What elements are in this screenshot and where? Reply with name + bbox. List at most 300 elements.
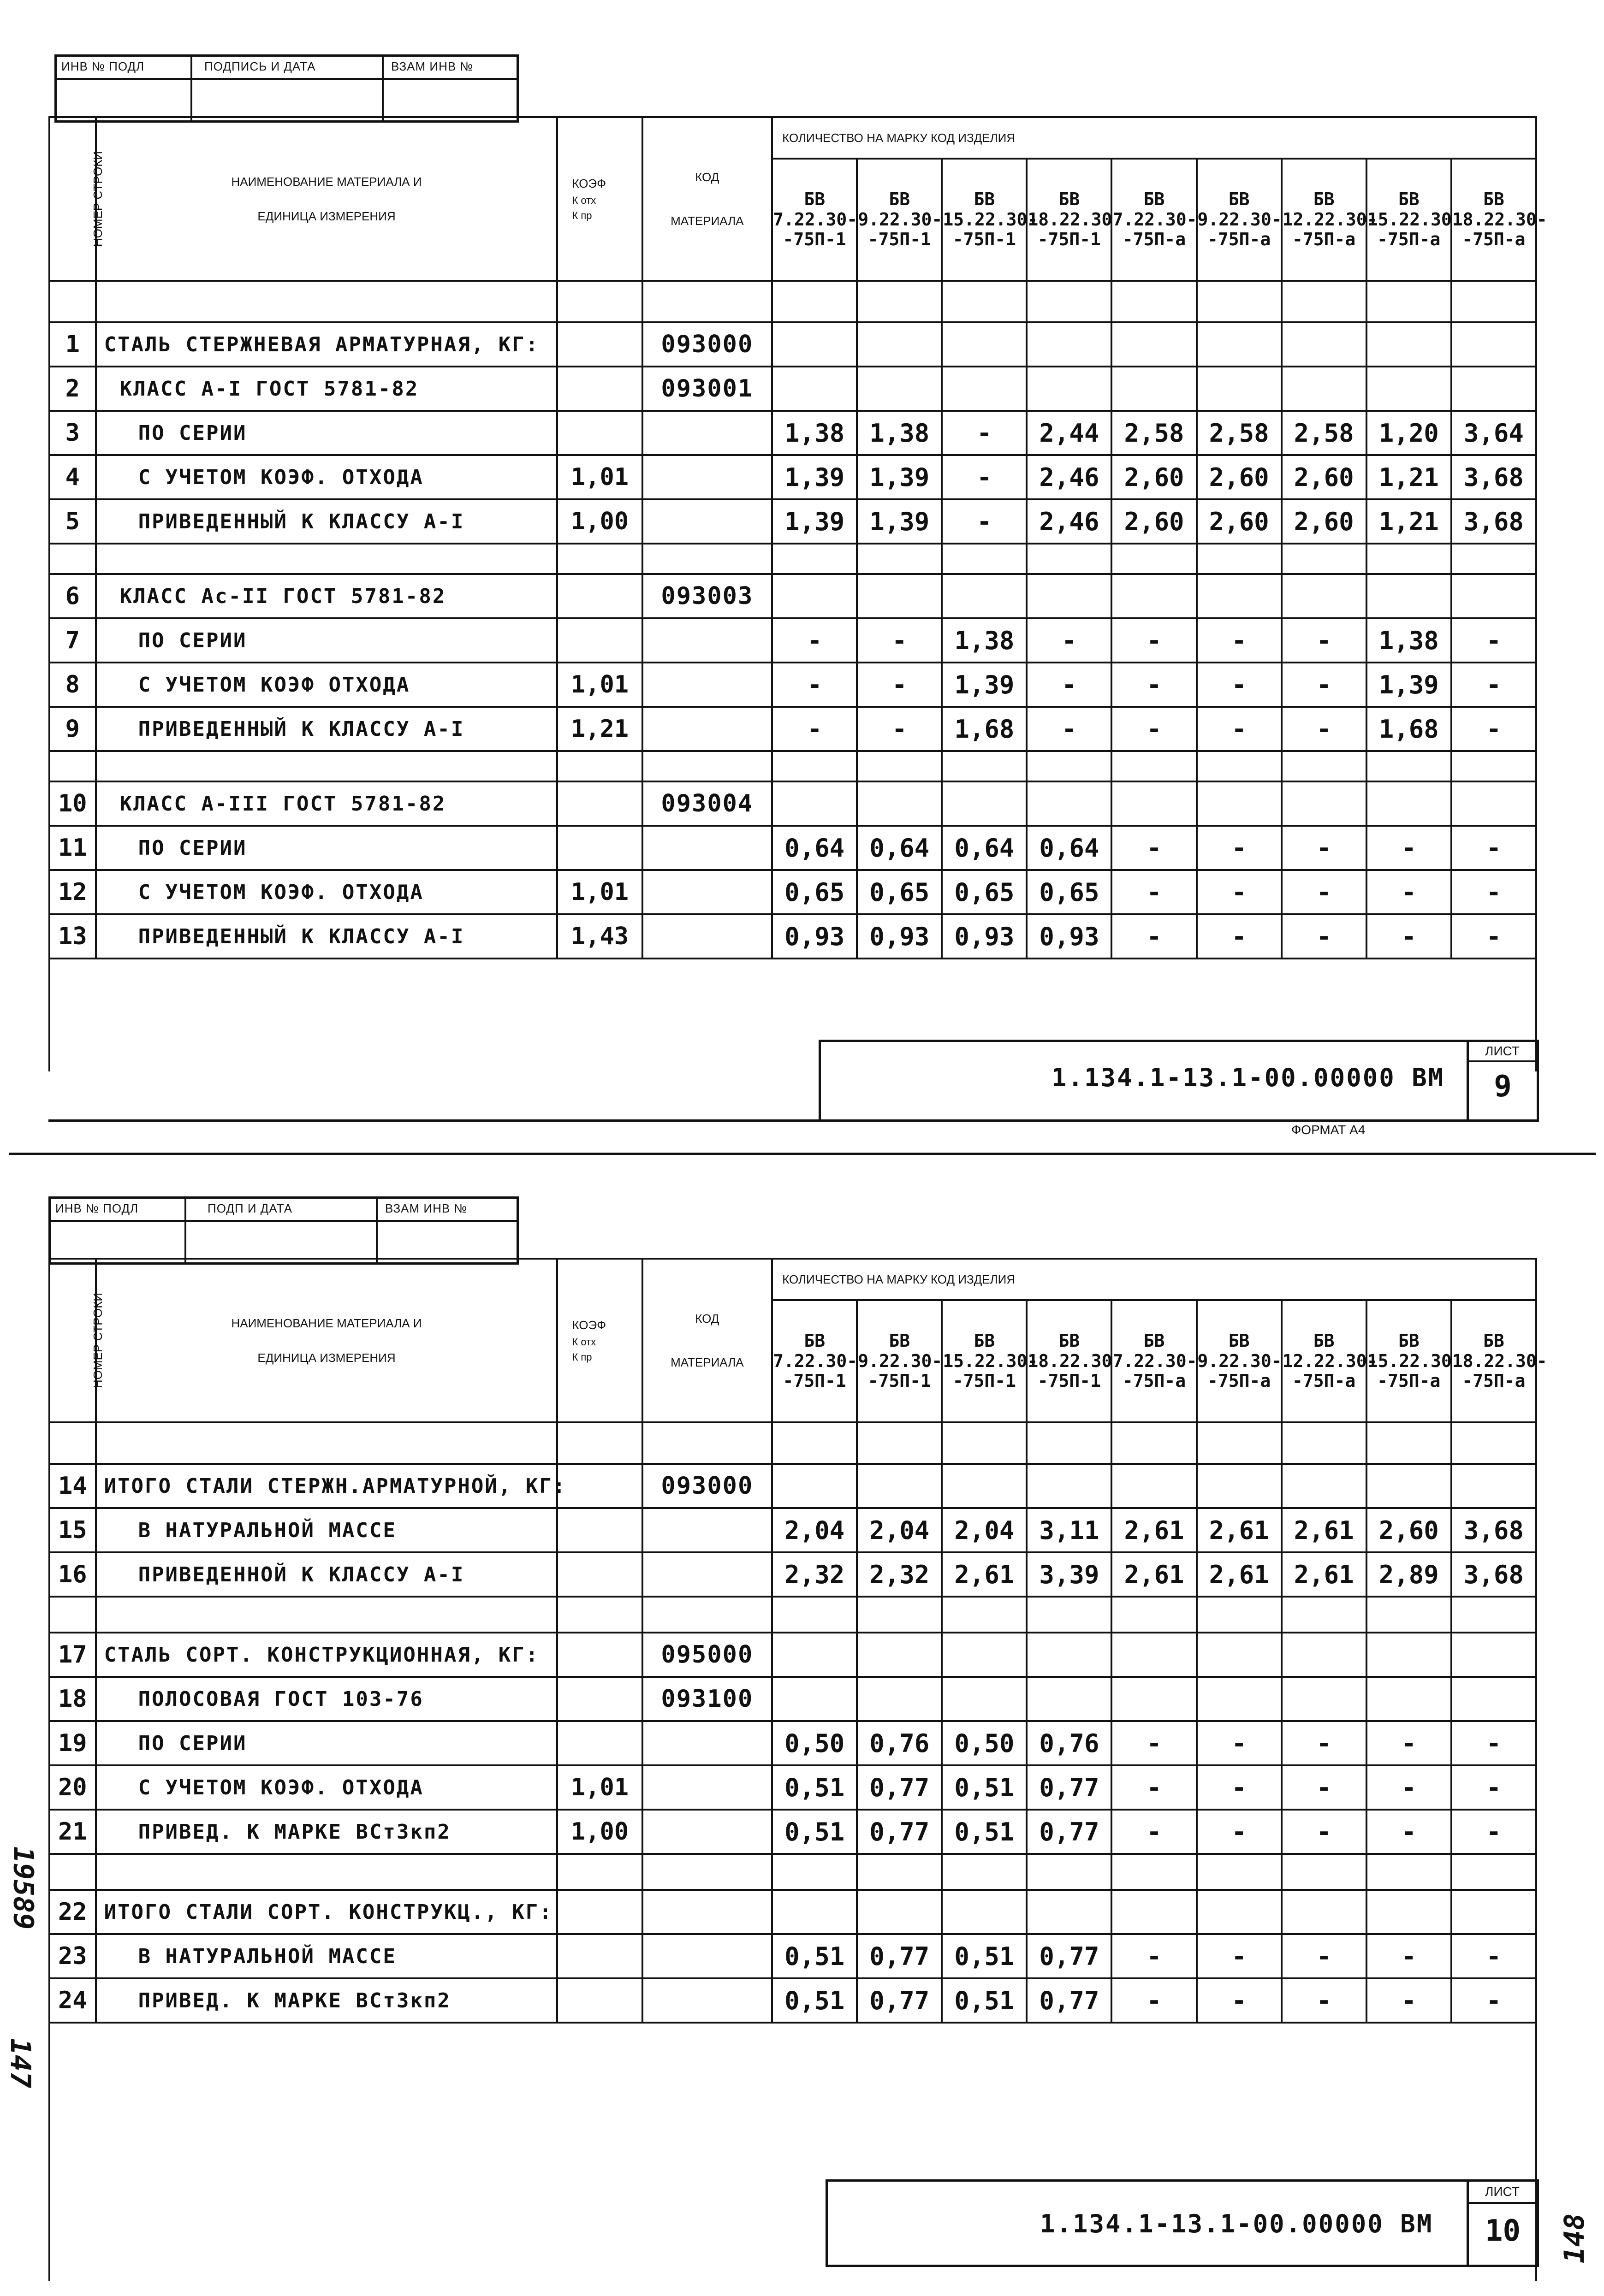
quantity-cell [1451, 1633, 1536, 1677]
material-name: ИТОГО СТАЛИ СТЕРЖН.АРМАТУРНОЙ, КГ: [96, 1464, 558, 1508]
material-name: С УЧЕТОМ КОЭФ. ОТХОДА [96, 1765, 558, 1810]
quantity-cell: 0,77 [1027, 1934, 1111, 1978]
table-row [49, 1508, 1536, 1552]
quantity-cell: 2,04 [857, 1508, 942, 1552]
table-row [49, 826, 1536, 870]
archive-number: 19589 [7, 1846, 40, 1930]
coefficient [557, 367, 642, 411]
quantity-cell [857, 781, 942, 826]
quantity-cell: 1,21 [1366, 499, 1451, 544]
quantity-cell [1282, 1677, 1366, 1721]
coefficient [557, 1508, 642, 1552]
quantity-cell: 1,38 [942, 618, 1027, 663]
material-name: С УЧЕТОМ КОЭФ ОТХОДА [96, 663, 558, 707]
table-row [49, 914, 1536, 959]
material-name: ПО СЕРИИ [96, 1721, 558, 1765]
row-number: 24 [49, 1978, 96, 2023]
row-number: 5 [49, 499, 96, 544]
quantity-cell: 2,46 [1027, 499, 1111, 544]
material-code: 093000 [642, 322, 772, 367]
coefficient: 1,01 [557, 663, 642, 707]
quantity-cell: 0,77 [857, 1765, 942, 1810]
product-mark-col-6: БВ 9.22.30- -75П-а [1197, 159, 1282, 281]
quantity-cell [942, 1890, 1027, 1934]
quantity-cell [1282, 367, 1366, 411]
quantity-cell [857, 1633, 942, 1677]
material-code [642, 1721, 772, 1765]
quantity-cell [942, 1464, 1027, 1508]
quantity-cell [857, 1677, 942, 1721]
format-label: ФОРМАТ А4 [1291, 1123, 1366, 1137]
product-mark-col-8: БВ 15.22.30 -75П-а [1366, 1300, 1451, 1422]
material-code [642, 618, 772, 663]
quantity-cell [1027, 781, 1111, 826]
quantity-cell: 3,68 [1451, 1508, 1536, 1552]
hdr-row-no: НОМЕР СТРОКИ [49, 1259, 96, 1422]
table-row [49, 1464, 1536, 1508]
hdr-row-no: НОМЕР СТРОКИ [49, 117, 96, 281]
quantity-cell: - [1197, 826, 1282, 870]
quantity-cell: - [1366, 1721, 1451, 1765]
quantity-cell: 0,51 [942, 1978, 1027, 2023]
quantity-cell [1197, 574, 1282, 618]
quantity-cell: - [1451, 618, 1536, 663]
quantity-cell: - [1282, 1765, 1366, 1810]
quantity-cell: - [1451, 1721, 1536, 1765]
table-row [49, 1934, 1536, 1978]
quantity-cell [1282, 1890, 1366, 1934]
quantity-cell: 2,60 [1111, 499, 1196, 544]
material-name: СТАЛЬ СТЕРЖНЕВАЯ АРМАТУРНАЯ, КГ: [96, 322, 558, 367]
quantity-cell [772, 781, 857, 826]
quantity-cell [1111, 367, 1196, 411]
material-code: 093001 [642, 367, 772, 411]
material-name: ПРИВЕДЕННЫЙ К КЛАССУ А-I [96, 914, 558, 959]
quantity-cell [1197, 322, 1282, 367]
quantity-cell: 2,58 [1197, 411, 1282, 455]
coefficient [557, 574, 642, 618]
quantity-cell: - [1451, 707, 1536, 751]
product-mark-col-5: БВ 7.22.30- -75П-а [1111, 1300, 1196, 1422]
row-number: 11 [49, 826, 96, 870]
quantity-cell: 0,65 [857, 870, 942, 914]
table-row [49, 455, 1536, 499]
quantity-cell: 0,76 [857, 1721, 942, 1765]
quantity-cell: 0,65 [772, 870, 857, 914]
quantity-cell: 0,51 [942, 1765, 1027, 1810]
quantity-cell [1197, 1633, 1282, 1677]
product-mark-col-9: БВ 18.22.30- -75П-а [1451, 1300, 1536, 1422]
material-code [642, 826, 772, 870]
quantity-cell [1282, 781, 1366, 826]
material-name: КЛАСС Ас-II ГОСТ 5781-82 [96, 574, 558, 618]
doc-code-1: 1.134.1-13.1-00.00000 ВМ [1052, 1063, 1445, 1092]
quantity-cell [772, 322, 857, 367]
material-name: С УЧЕТОМ КОЭФ. ОТХОДА [96, 870, 558, 914]
product-mark-col-9: БВ 18.22.30- -75П-а [1451, 159, 1536, 281]
quantity-cell: - [772, 618, 857, 663]
quantity-cell: - [1111, 826, 1196, 870]
stamp2-inv-label: ИНВ № ПОДЛ [55, 1201, 139, 1215]
coefficient: 1,01 [557, 455, 642, 499]
quantity-cell [1282, 1464, 1366, 1508]
quantity-cell: 0,51 [772, 1810, 857, 1854]
hdr-name: НАИМЕНОВАНИЕ МАТЕРИАЛА И ЕДИНИЦА ИЗМЕРЕНИЯ [96, 1259, 558, 1422]
quantity-cell: 1,39 [772, 499, 857, 544]
quantity-cell: 0,77 [857, 1810, 942, 1854]
row-number: 16 [49, 1552, 96, 1597]
quantity-cell: - [1451, 870, 1536, 914]
quantity-cell: 3,68 [1451, 1552, 1536, 1597]
quantity-cell: 0,77 [1027, 1978, 1111, 2023]
quantity-cell [1027, 1633, 1111, 1677]
quantity-cell [1111, 1890, 1196, 1934]
quantity-cell: 2,61 [1111, 1552, 1196, 1597]
quantity-cell: 0,50 [772, 1721, 857, 1765]
material-name: ПОЛОСОВАЯ ГОСТ 103-76 [96, 1677, 558, 1721]
coefficient: 1,01 [557, 870, 642, 914]
quantity-cell: 1,68 [942, 707, 1027, 751]
material-name: ПРИВЕДЕННОЙ К КЛАССУ А-I [96, 1552, 558, 1597]
sheet-separator [9, 1153, 1596, 1155]
spec-table-2 [48, 1258, 1547, 2281]
row-number: 15 [49, 1508, 96, 1552]
quantity-cell: 2,60 [1282, 455, 1366, 499]
quantity-cell: - [1197, 1934, 1282, 1978]
product-mark-col-2: БВ 9.22.30- -75П-1 [857, 1300, 942, 1422]
quantity-cell: 1,38 [857, 411, 942, 455]
coefficient [557, 1890, 642, 1934]
quantity-cell: - [1451, 1810, 1536, 1854]
material-code [642, 1978, 772, 2023]
coefficient [557, 1633, 642, 1677]
quantity-cell: - [1111, 914, 1196, 959]
quantity-cell: - [1366, 1978, 1451, 2023]
hdr-qty-title: КОЛИЧЕСТВО НА МАРКУ КОД ИЗДЕЛИЯ [772, 1259, 1536, 1300]
quantity-cell: - [942, 499, 1027, 544]
material-name: В НАТУРАЛЬНОЙ МАССЕ [96, 1508, 558, 1552]
material-name: КЛАСС А-III ГОСТ 5781-82 [96, 781, 558, 826]
row-number: 6 [49, 574, 96, 618]
material-code [642, 1934, 772, 1978]
quantity-cell: 0,51 [942, 1810, 1027, 1854]
quantity-cell: - [1197, 618, 1282, 663]
material-code [642, 870, 772, 914]
quantity-cell: 1,39 [857, 499, 942, 544]
quantity-cell [1111, 781, 1196, 826]
hdr-coef: КОЭФ К отх К пр [557, 1259, 642, 1422]
quantity-cell: 2,60 [1197, 455, 1282, 499]
sheet-number-1: 9 [1494, 1070, 1512, 1104]
quantity-cell: 0,51 [772, 1978, 857, 2023]
quantity-cell: - [1111, 1934, 1196, 1978]
row-number: 1 [49, 322, 96, 367]
quantity-cell: 3,39 [1027, 1552, 1111, 1597]
quantity-cell: 2,04 [772, 1508, 857, 1552]
product-mark-col-6: БВ 9.22.30- -75П-а [1197, 1300, 1282, 1422]
quantity-cell [1366, 322, 1451, 367]
quantity-cell: 2,58 [1111, 411, 1196, 455]
quantity-cell [1366, 367, 1451, 411]
row-number: 9 [49, 707, 96, 751]
table-row [49, 574, 1536, 618]
quantity-cell: - [1282, 870, 1366, 914]
quantity-cell: 2,60 [1366, 1508, 1451, 1552]
quantity-cell: - [1197, 1810, 1282, 1854]
table-row [49, 618, 1536, 663]
material-code [642, 1765, 772, 1810]
quantity-cell [1197, 1464, 1282, 1508]
quantity-cell: 2,32 [857, 1552, 942, 1597]
quantity-cell: - [1451, 914, 1536, 959]
material-name: ПРИВЕД. К МАРКЕ ВСт3кп2 [96, 1978, 558, 2023]
sheet-1-bottom-line [48, 1119, 1537, 1122]
quantity-cell: 0,77 [857, 1978, 942, 2023]
coefficient [557, 781, 642, 826]
quantity-cell [1451, 367, 1536, 411]
stamp2-sign-label: ПОДП И ДАТА [208, 1201, 293, 1215]
hdr-qty-title: КОЛИЧЕСТВО НА МАРКУ КОД ИЗДЕЛИЯ [772, 117, 1536, 159]
page-number-right: 148 [1558, 2213, 1591, 2264]
quantity-cell [772, 367, 857, 411]
quantity-cell [1366, 781, 1451, 826]
quantity-cell: 0,51 [942, 1934, 1027, 1978]
quantity-cell: 0,77 [1027, 1765, 1111, 1810]
row-number: 10 [49, 781, 96, 826]
quantity-cell: - [857, 618, 942, 663]
quantity-cell: 2,61 [1282, 1552, 1366, 1597]
material-name: ПО СЕРИИ [96, 618, 558, 663]
coefficient [557, 1552, 642, 1597]
quantity-cell [1282, 322, 1366, 367]
quantity-cell: 1,38 [772, 411, 857, 455]
quantity-cell: 2,60 [1197, 499, 1282, 544]
material-code [642, 455, 772, 499]
quantity-cell [1197, 781, 1282, 826]
material-code: 095000 [642, 1633, 772, 1677]
quantity-cell: - [1282, 663, 1366, 707]
quantity-cell: 2,61 [1282, 1508, 1366, 1552]
quantity-cell: 0,64 [942, 826, 1027, 870]
spacer-row [49, 751, 1536, 781]
sheet-label-1: ЛИСТ [1485, 1044, 1520, 1058]
quantity-cell [1111, 1464, 1196, 1508]
quantity-cell [942, 781, 1027, 826]
coefficient [557, 1978, 642, 2023]
quantity-cell: 0,50 [942, 1721, 1027, 1765]
quantity-cell [1027, 1464, 1111, 1508]
quantity-cell: 1,39 [942, 663, 1027, 707]
row-number: 12 [49, 870, 96, 914]
table-row [49, 1765, 1536, 1810]
quantity-cell: 3,68 [1451, 455, 1536, 499]
quantity-cell [772, 1890, 857, 1934]
quantity-cell: - [1282, 1721, 1366, 1765]
coefficient: 1,43 [557, 914, 642, 959]
quantity-cell [1111, 1633, 1196, 1677]
quantity-cell [857, 322, 942, 367]
stamp-box-2 [48, 1196, 519, 1265]
row-number: 7 [49, 618, 96, 663]
row-number: 2 [49, 367, 96, 411]
quantity-cell [772, 574, 857, 618]
quantity-cell: - [1282, 1934, 1366, 1978]
material-name: ИТОГО СТАЛИ СОРТ. КОНСТРУКЦ., КГ: [96, 1890, 558, 1934]
stamp2-replace-label: ВЗАМ ИНВ № [385, 1201, 468, 1215]
quantity-cell: 2,61 [1197, 1508, 1282, 1552]
quantity-cell [1451, 781, 1536, 826]
quantity-cell [1451, 322, 1536, 367]
quantity-cell [942, 1677, 1027, 1721]
table-row [49, 322, 1536, 367]
quantity-cell: - [1197, 870, 1282, 914]
material-code [642, 663, 772, 707]
stamp-box-1 [54, 54, 519, 123]
row-number: 17 [49, 1633, 96, 1677]
quantity-cell: - [1282, 1810, 1366, 1854]
row-number: 14 [49, 1464, 96, 1508]
quantity-cell: - [1282, 1978, 1366, 2023]
quantity-cell: - [1451, 663, 1536, 707]
quantity-cell: 2,58 [1282, 411, 1366, 455]
quantity-cell: - [1282, 618, 1366, 663]
quantity-cell: 0,64 [1027, 826, 1111, 870]
quantity-cell: - [857, 707, 942, 751]
quantity-cell: - [1451, 1978, 1536, 2023]
material-name: ПРИВЕДЕННЫЙ К КЛАССУ А-I [96, 707, 558, 751]
quantity-cell [1366, 574, 1451, 618]
quantity-cell: 0,93 [1027, 914, 1111, 959]
quantity-cell: - [1366, 870, 1451, 914]
quantity-cell: - [772, 663, 857, 707]
table-row [49, 1810, 1536, 1854]
product-mark-col-3: БВ 15.22.30- -75П-1 [942, 159, 1027, 281]
quantity-cell: 1,38 [1366, 618, 1451, 663]
quantity-cell [1451, 574, 1536, 618]
table-row [49, 1978, 1536, 2023]
product-mark-col-1: БВ 7.22.30- -75П-1 [772, 159, 857, 281]
quantity-cell: 1,68 [1366, 707, 1451, 751]
quantity-cell [857, 1464, 942, 1508]
quantity-cell [857, 1890, 942, 1934]
quantity-cell [942, 1633, 1027, 1677]
spacer-row [49, 544, 1536, 574]
row-number: 23 [49, 1934, 96, 1978]
spec-table-1 [48, 116, 1547, 1071]
stamp-sign-label: ПОДПИСЬ И ДАТА [204, 59, 316, 73]
quantity-cell: - [1366, 1934, 1451, 1978]
material-name: ПРИВЕДЕННЫЙ К КЛАССУ А-I [96, 499, 558, 544]
quantity-cell [1451, 1464, 1536, 1508]
material-code: 093000 [642, 1464, 772, 1508]
table-row [49, 707, 1536, 751]
quantity-cell: 0,93 [942, 914, 1027, 959]
quantity-cell [1027, 574, 1111, 618]
quantity-cell: 1,21 [1366, 455, 1451, 499]
quantity-cell: - [1027, 618, 1111, 663]
quantity-cell: 1,39 [1366, 663, 1451, 707]
coefficient: 1,21 [557, 707, 642, 751]
table-row [49, 870, 1536, 914]
table-row [49, 499, 1536, 544]
quantity-cell: 0,64 [772, 826, 857, 870]
quantity-cell [1197, 1677, 1282, 1721]
coefficient [557, 826, 642, 870]
product-mark-col-4: БВ 18.22.30 -75П-1 [1027, 159, 1111, 281]
quantity-cell: - [772, 707, 857, 751]
sheet-number-2: 10 [1485, 2214, 1521, 2248]
coefficient [557, 322, 642, 367]
material-code: 093004 [642, 781, 772, 826]
quantity-cell: 1,39 [857, 455, 942, 499]
product-mark-col-7: БВ 12.22.30- -75П-а [1282, 1300, 1366, 1422]
quantity-cell: 0,65 [1027, 870, 1111, 914]
quantity-cell [1366, 1677, 1451, 1721]
coefficient [557, 1721, 642, 1765]
quantity-cell: 0,77 [857, 1934, 942, 1978]
coefficient [557, 1677, 642, 1721]
quantity-cell: - [1366, 1765, 1451, 1810]
material-code [642, 499, 772, 544]
quantity-cell: - [1197, 914, 1282, 959]
material-code: 093100 [642, 1677, 772, 1721]
quantity-cell [1282, 574, 1366, 618]
quantity-cell [942, 367, 1027, 411]
quantity-cell: 3,68 [1451, 499, 1536, 544]
quantity-cell: 0,93 [772, 914, 857, 959]
hdr-coef: КОЭФ К отх К пр [557, 117, 642, 281]
quantity-cell: 2,60 [1282, 499, 1366, 544]
quantity-cell: 0,65 [942, 870, 1027, 914]
quantity-cell: - [1111, 1765, 1196, 1810]
quantity-cell [1282, 1633, 1366, 1677]
quantity-cell [1111, 322, 1196, 367]
material-code: 093003 [642, 574, 772, 618]
quantity-cell: - [1366, 826, 1451, 870]
coefficient: 1,00 [557, 499, 642, 544]
quantity-cell: - [1111, 870, 1196, 914]
table-row [49, 1721, 1536, 1765]
material-code [642, 411, 772, 455]
material-name: ПО СЕРИИ [96, 411, 558, 455]
quantity-cell: - [1197, 1721, 1282, 1765]
coefficient [557, 1934, 642, 1978]
quantity-cell: - [857, 663, 942, 707]
material-name: ПРИВЕД. К МАРКЕ ВСт3кп2 [96, 1810, 558, 1854]
quantity-cell [1366, 1633, 1451, 1677]
quantity-cell: - [1366, 1810, 1451, 1854]
table-row [49, 367, 1536, 411]
table-row [49, 1677, 1536, 1721]
hdr-code: КОД МАТЕРИАЛА [642, 1259, 772, 1422]
quantity-cell: - [1197, 663, 1282, 707]
row-number: 4 [49, 455, 96, 499]
quantity-cell [772, 1633, 857, 1677]
quantity-cell: - [1111, 663, 1196, 707]
quantity-cell [772, 1464, 857, 1508]
quantity-cell: - [1282, 707, 1366, 751]
product-mark-col-3: БВ 15.22.30- -75П-1 [942, 1300, 1027, 1422]
quantity-cell: - [942, 411, 1027, 455]
material-name: С УЧЕТОМ КОЭФ. ОТХОДА [96, 455, 558, 499]
quantity-cell [857, 367, 942, 411]
row-number: 21 [49, 1810, 96, 1854]
quantity-cell: 2,46 [1027, 455, 1111, 499]
quantity-cell: - [1282, 826, 1366, 870]
coefficient [557, 1464, 642, 1508]
product-mark-col-4: БВ 18.22.30 -75П-1 [1027, 1300, 1111, 1422]
quantity-cell: 0,51 [772, 1765, 857, 1810]
